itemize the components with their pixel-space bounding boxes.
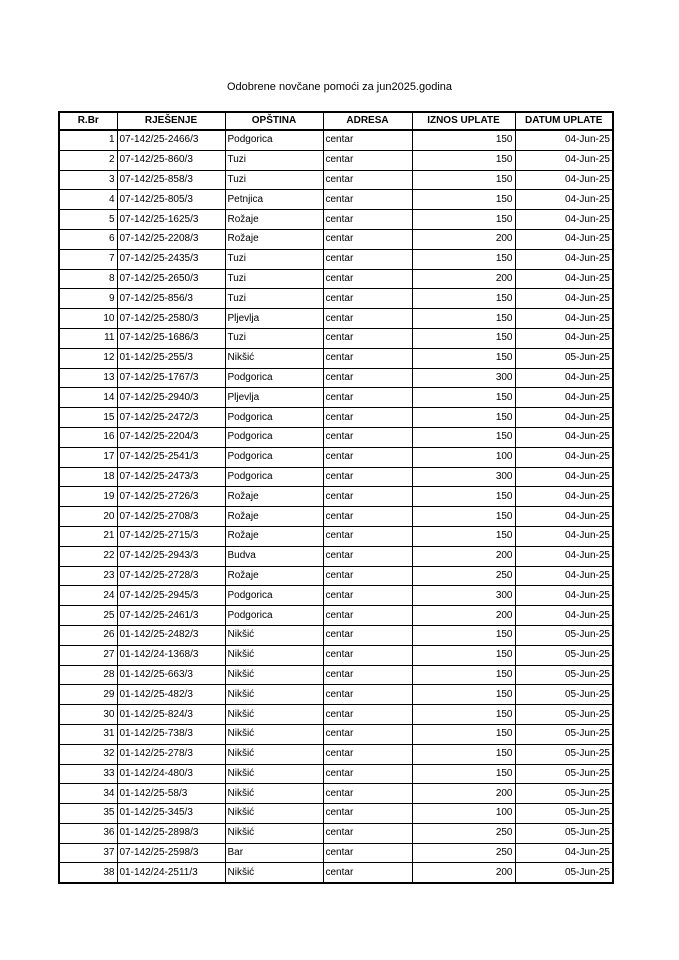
row-number-cell: 26: [59, 625, 117, 645]
payment-date-cell: 05-Jun-25: [515, 784, 613, 804]
row-number-cell: 33: [59, 764, 117, 784]
municipality-cell: Podgorica: [225, 447, 323, 467]
address-cell: centar: [323, 427, 412, 447]
payment-amount-cell: 150: [412, 190, 515, 210]
municipality-cell: Nikšić: [225, 724, 323, 744]
payment-date-cell: 04-Jun-25: [515, 249, 613, 269]
municipality-cell: Podgorica: [225, 467, 323, 487]
payment-amount-cell: 150: [412, 507, 515, 527]
payment-amount-cell: 150: [412, 130, 515, 150]
row-number-cell: 34: [59, 784, 117, 804]
payment-date-cell: 04-Jun-25: [515, 427, 613, 447]
municipality-cell: Rožaje: [225, 566, 323, 586]
table-row: [59, 229, 613, 249]
decision-number-cell: 07-142/25-2940/3: [117, 388, 225, 408]
address-cell: centar: [323, 685, 412, 705]
municipality-cell: Rožaje: [225, 487, 323, 507]
payment-date-cell: 04-Jun-25: [515, 289, 613, 309]
payment-date-cell: 05-Jun-25: [515, 724, 613, 744]
payment-date-cell: 04-Jun-25: [515, 269, 613, 289]
decision-number-cell: 07-142/25-2466/3: [117, 130, 225, 150]
table-row: [59, 606, 613, 626]
municipality-cell: Podgorica: [225, 427, 323, 447]
address-cell: centar: [323, 744, 412, 764]
address-cell: centar: [323, 625, 412, 645]
address-cell: centar: [323, 328, 412, 348]
municipality-cell: Nikšić: [225, 744, 323, 764]
decision-number-cell: 01-142/25-2898/3: [117, 823, 225, 843]
municipality-cell: Podgorica: [225, 130, 323, 150]
payment-amount-cell: 150: [412, 170, 515, 190]
payment-amount-cell: 150: [412, 705, 515, 725]
municipality-cell: Nikšić: [225, 705, 323, 725]
address-cell: centar: [323, 804, 412, 824]
decision-number-cell: 07-142/25-2715/3: [117, 526, 225, 546]
table-row: [59, 130, 613, 150]
row-number-cell: 12: [59, 348, 117, 368]
address-cell: centar: [323, 566, 412, 586]
table-row: [59, 447, 613, 467]
address-cell: centar: [323, 289, 412, 309]
municipality-cell: Nikšić: [225, 823, 323, 843]
table-row: [59, 249, 613, 269]
decision-number-cell: 07-142/25-2541/3: [117, 447, 225, 467]
payment-date-cell: 04-Jun-25: [515, 843, 613, 863]
payment-amount-cell: 300: [412, 467, 515, 487]
row-number-cell: 21: [59, 526, 117, 546]
payment-date-cell: 04-Jun-25: [515, 546, 613, 566]
payment-amount-cell: 150: [412, 665, 515, 685]
address-cell: centar: [323, 724, 412, 744]
address-cell: centar: [323, 229, 412, 249]
table-row: [59, 348, 613, 368]
payment-amount-cell: 150: [412, 625, 515, 645]
row-number-cell: 29: [59, 685, 117, 705]
payment-date-cell: 04-Jun-25: [515, 210, 613, 230]
payment-date-cell: 04-Jun-25: [515, 190, 613, 210]
payment-amount-cell: 200: [412, 229, 515, 249]
payment-amount-cell: 150: [412, 328, 515, 348]
address-cell: centar: [323, 388, 412, 408]
address-cell: centar: [323, 368, 412, 388]
municipality-cell: Rožaje: [225, 507, 323, 527]
municipality-cell: Nikšić: [225, 764, 323, 784]
row-number-cell: 19: [59, 487, 117, 507]
table-row: [59, 843, 613, 863]
row-number-cell: 22: [59, 546, 117, 566]
row-number-cell: 4: [59, 190, 117, 210]
row-number-cell: 10: [59, 309, 117, 329]
decision-number-cell: 01-142/24-1368/3: [117, 645, 225, 665]
address-cell: centar: [323, 210, 412, 230]
payment-amount-cell: 300: [412, 368, 515, 388]
payment-amount-cell: 200: [412, 269, 515, 289]
address-cell: centar: [323, 309, 412, 329]
address-cell: centar: [323, 467, 412, 487]
municipality-cell: Tuzi: [225, 328, 323, 348]
payment-date-cell: 04-Jun-25: [515, 170, 613, 190]
decision-number-cell: 07-142/25-1767/3: [117, 368, 225, 388]
document-title: Odobrene novčane pomoći za jun2025.godina: [226, 81, 453, 93]
payment-amount-cell: 300: [412, 586, 515, 606]
table-row: [59, 744, 613, 764]
decision-number-cell: 07-142/25-2580/3: [117, 309, 225, 329]
row-number-cell: 17: [59, 447, 117, 467]
address-cell: centar: [323, 784, 412, 804]
table-row: [59, 685, 613, 705]
table-row: [59, 289, 613, 309]
table-row: [59, 645, 613, 665]
payment-amount-cell: 150: [412, 210, 515, 230]
municipality-cell: Rožaje: [225, 229, 323, 249]
decision-number-cell: 01-142/25-2482/3: [117, 625, 225, 645]
address-cell: centar: [323, 249, 412, 269]
address-cell: centar: [323, 863, 412, 883]
payment-date-cell: 05-Jun-25: [515, 625, 613, 645]
payment-date-cell: 05-Jun-25: [515, 645, 613, 665]
row-number-cell: 16: [59, 427, 117, 447]
decision-number-cell: 07-142/25-2435/3: [117, 249, 225, 269]
payment-date-cell: 04-Jun-25: [515, 526, 613, 546]
address-cell: centar: [323, 150, 412, 170]
municipality-cell: Podgorica: [225, 408, 323, 428]
decision-number-cell: 07-142/25-2472/3: [117, 408, 225, 428]
table-row: [59, 368, 613, 388]
table-body: [59, 130, 613, 883]
row-number-cell: 24: [59, 586, 117, 606]
table-row: [59, 863, 613, 883]
municipality-cell: Nikšić: [225, 348, 323, 368]
municipality-cell: Tuzi: [225, 289, 323, 309]
row-number-cell: 2: [59, 150, 117, 170]
payment-date-cell: 04-Jun-25: [515, 150, 613, 170]
row-number-cell: 13: [59, 368, 117, 388]
payment-date-cell: 05-Jun-25: [515, 744, 613, 764]
address-cell: centar: [323, 764, 412, 784]
row-number-cell: 18: [59, 467, 117, 487]
address-cell: centar: [323, 546, 412, 566]
payment-amount-cell: 250: [412, 566, 515, 586]
decision-number-cell: 01-142/25-738/3: [117, 724, 225, 744]
column-header-rjesenje: RJEŠENJE: [117, 112, 225, 130]
address-cell: centar: [323, 665, 412, 685]
row-number-cell: 6: [59, 229, 117, 249]
municipality-cell: Nikšić: [225, 665, 323, 685]
payment-amount-cell: 150: [412, 289, 515, 309]
municipality-cell: Nikšić: [225, 645, 323, 665]
municipality-cell: Podgorica: [225, 368, 323, 388]
payment-amount-cell: 150: [412, 348, 515, 368]
payment-date-cell: 04-Jun-25: [515, 229, 613, 249]
municipality-cell: Budva: [225, 546, 323, 566]
payment-date-cell: 04-Jun-25: [515, 309, 613, 329]
table-row: [59, 804, 613, 824]
payment-date-cell: 04-Jun-25: [515, 606, 613, 626]
decision-number-cell: 07-142/25-858/3: [117, 170, 225, 190]
payment-amount-cell: 150: [412, 388, 515, 408]
decision-number-cell: 07-142/25-2708/3: [117, 507, 225, 527]
table-row: [59, 210, 613, 230]
address-cell: centar: [323, 606, 412, 626]
decision-number-cell: 07-142/25-860/3: [117, 150, 225, 170]
payment-date-cell: 04-Jun-25: [515, 487, 613, 507]
address-cell: centar: [323, 130, 412, 150]
address-cell: centar: [323, 507, 412, 527]
decision-number-cell: 01-142/24-480/3: [117, 764, 225, 784]
decision-number-cell: 07-142/25-2726/3: [117, 487, 225, 507]
municipality-cell: Pljevlja: [225, 388, 323, 408]
payment-amount-cell: 200: [412, 863, 515, 883]
decision-number-cell: 01-142/25-58/3: [117, 784, 225, 804]
municipality-cell: Nikšić: [225, 863, 323, 883]
row-number-cell: 8: [59, 269, 117, 289]
address-cell: centar: [323, 843, 412, 863]
municipality-cell: Tuzi: [225, 249, 323, 269]
payment-date-cell: 05-Jun-25: [515, 348, 613, 368]
row-number-cell: 25: [59, 606, 117, 626]
payment-amount-cell: 200: [412, 606, 515, 626]
address-cell: centar: [323, 348, 412, 368]
address-cell: centar: [323, 526, 412, 546]
row-number-cell: 36: [59, 823, 117, 843]
payment-amount-cell: 150: [412, 526, 515, 546]
table-row: [59, 784, 613, 804]
payment-amount-cell: 200: [412, 546, 515, 566]
row-number-cell: 27: [59, 645, 117, 665]
municipality-cell: Nikšić: [225, 784, 323, 804]
table-row: [59, 507, 613, 527]
row-number-cell: 9: [59, 289, 117, 309]
municipality-cell: Nikšić: [225, 685, 323, 705]
decision-number-cell: 07-142/25-2943/3: [117, 546, 225, 566]
municipality-cell: Nikšić: [225, 625, 323, 645]
decision-number-cell: 01-142/25-345/3: [117, 804, 225, 824]
payment-amount-cell: 200: [412, 784, 515, 804]
payments-table: [58, 111, 614, 884]
payment-date-cell: 04-Jun-25: [515, 467, 613, 487]
table-row: [59, 190, 613, 210]
payment-amount-cell: 250: [412, 823, 515, 843]
row-number-cell: 20: [59, 507, 117, 527]
table-row: [59, 269, 613, 289]
payment-date-cell: 04-Jun-25: [515, 566, 613, 586]
decision-number-cell: 07-142/25-856/3: [117, 289, 225, 309]
address-cell: centar: [323, 408, 412, 428]
decision-number-cell: 07-142/25-2728/3: [117, 566, 225, 586]
decision-number-cell: 01-142/25-482/3: [117, 685, 225, 705]
municipality-cell: Petnjica: [225, 190, 323, 210]
payment-date-cell: 04-Jun-25: [515, 586, 613, 606]
payment-date-cell: 04-Jun-25: [515, 507, 613, 527]
row-number-cell: 3: [59, 170, 117, 190]
payment-date-cell: 04-Jun-25: [515, 388, 613, 408]
payment-date-cell: 05-Jun-25: [515, 764, 613, 784]
table-row: [59, 408, 613, 428]
row-number-cell: 5: [59, 210, 117, 230]
table-row: [59, 665, 613, 685]
payment-date-cell: 04-Jun-25: [515, 447, 613, 467]
payment-amount-cell: 150: [412, 150, 515, 170]
table-row: [59, 625, 613, 645]
municipality-cell: Nikšić: [225, 804, 323, 824]
row-number-cell: 14: [59, 388, 117, 408]
payment-amount-cell: 150: [412, 764, 515, 784]
row-number-cell: 28: [59, 665, 117, 685]
row-number-cell: 35: [59, 804, 117, 824]
table-header-row: [59, 112, 613, 130]
table-row: [59, 566, 613, 586]
table-row: [59, 388, 613, 408]
row-number-cell: 11: [59, 328, 117, 348]
row-number-cell: 37: [59, 843, 117, 863]
decision-number-cell: 01-142/25-255/3: [117, 348, 225, 368]
payment-amount-cell: 100: [412, 447, 515, 467]
payment-amount-cell: 150: [412, 685, 515, 705]
table-row: [59, 150, 613, 170]
row-number-cell: 38: [59, 863, 117, 883]
decision-number-cell: 01-142/25-278/3: [117, 744, 225, 764]
municipality-cell: Tuzi: [225, 269, 323, 289]
payment-amount-cell: 100: [412, 804, 515, 824]
row-number-cell: 1: [59, 130, 117, 150]
column-header-iznos-uplate: IZNOS UPLATE: [412, 112, 515, 130]
municipality-cell: Bar: [225, 843, 323, 863]
payment-amount-cell: 150: [412, 408, 515, 428]
row-number-cell: 23: [59, 566, 117, 586]
table-row: [59, 309, 613, 329]
municipality-cell: Pljevlja: [225, 309, 323, 329]
column-header-opstina: OPŠTINA: [225, 112, 323, 130]
municipality-cell: Podgorica: [225, 586, 323, 606]
municipality-cell: Rožaje: [225, 210, 323, 230]
decision-number-cell: 07-142/25-2945/3: [117, 586, 225, 606]
payment-date-cell: 05-Jun-25: [515, 685, 613, 705]
table-row: [59, 724, 613, 744]
address-cell: centar: [323, 586, 412, 606]
table-row: [59, 586, 613, 606]
row-number-cell: 30: [59, 705, 117, 725]
table-row: [59, 546, 613, 566]
address-cell: centar: [323, 645, 412, 665]
column-header-rbr: R.Br: [59, 112, 117, 130]
row-number-cell: 31: [59, 724, 117, 744]
address-cell: centar: [323, 269, 412, 289]
table-row: [59, 487, 613, 507]
municipality-cell: Rožaje: [225, 526, 323, 546]
decision-number-cell: 07-142/25-805/3: [117, 190, 225, 210]
payment-amount-cell: 250: [412, 843, 515, 863]
payment-amount-cell: 150: [412, 645, 515, 665]
payment-amount-cell: 150: [412, 744, 515, 764]
address-cell: centar: [323, 705, 412, 725]
decision-number-cell: 01-142/24-2511/3: [117, 863, 225, 883]
address-cell: centar: [323, 823, 412, 843]
column-header-datum-uplate: DATUM UPLATE: [515, 112, 613, 130]
payment-date-cell: 05-Jun-25: [515, 823, 613, 843]
table-row: [59, 764, 613, 784]
payment-date-cell: 04-Jun-25: [515, 130, 613, 150]
payment-date-cell: 04-Jun-25: [515, 328, 613, 348]
decision-number-cell: 01-142/25-663/3: [117, 665, 225, 685]
decision-number-cell: 07-142/25-2473/3: [117, 467, 225, 487]
column-header-adresa: ADRESA: [323, 112, 412, 130]
table-row: [59, 467, 613, 487]
decision-number-cell: 07-142/25-1625/3: [117, 210, 225, 230]
payment-date-cell: 05-Jun-25: [515, 705, 613, 725]
decision-number-cell: 07-142/25-2208/3: [117, 229, 225, 249]
row-number-cell: 15: [59, 408, 117, 428]
decision-number-cell: 07-142/25-2461/3: [117, 606, 225, 626]
payment-date-cell: 05-Jun-25: [515, 804, 613, 824]
table-row: [59, 328, 613, 348]
municipality-cell: Tuzi: [225, 170, 323, 190]
table-row: [59, 823, 613, 843]
payment-amount-cell: 150: [412, 724, 515, 744]
payment-date-cell: 04-Jun-25: [515, 368, 613, 388]
decision-number-cell: 07-142/25-2650/3: [117, 269, 225, 289]
payment-amount-cell: 150: [412, 427, 515, 447]
payment-date-cell: 05-Jun-25: [515, 863, 613, 883]
row-number-cell: 32: [59, 744, 117, 764]
decision-number-cell: 01-142/25-824/3: [117, 705, 225, 725]
decision-number-cell: 07-142/25-2598/3: [117, 843, 225, 863]
decision-number-cell: 07-142/25-1686/3: [117, 328, 225, 348]
decision-number-cell: 07-142/25-2204/3: [117, 427, 225, 447]
municipality-cell: Podgorica: [225, 606, 323, 626]
address-cell: centar: [323, 487, 412, 507]
row-number-cell: 7: [59, 249, 117, 269]
municipality-cell: Tuzi: [225, 150, 323, 170]
table-row: [59, 170, 613, 190]
table-row: [59, 526, 613, 546]
payment-date-cell: 05-Jun-25: [515, 665, 613, 685]
address-cell: centar: [323, 190, 412, 210]
payment-amount-cell: 150: [412, 249, 515, 269]
address-cell: centar: [323, 447, 412, 467]
address-cell: centar: [323, 170, 412, 190]
table-row: [59, 427, 613, 447]
payment-amount-cell: 150: [412, 487, 515, 507]
table-row: [59, 705, 613, 725]
payment-amount-cell: 150: [412, 309, 515, 329]
payment-date-cell: 04-Jun-25: [515, 408, 613, 428]
